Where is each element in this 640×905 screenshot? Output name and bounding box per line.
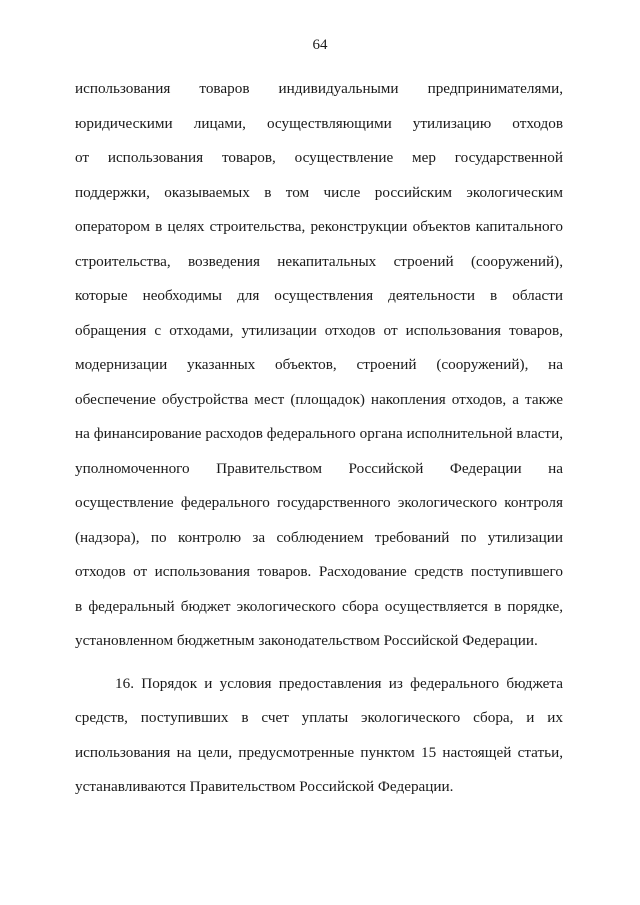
text-line: осуществление федерального государственного экологического контроля [75,494,563,511]
text-line: установленном бюджетным законодательством Российской Федерации. [75,632,538,649]
text-line: отходов от использования товаров. Расходование средств поступившего [75,563,563,580]
text-line: модернизации указанных объектов, строений (сооружений), на [75,356,563,373]
text-line: обеспечение обустройства мест (площадок) накопления отходов, а также [75,390,563,408]
paragraph-spacer [75,659,563,667]
page-number: 64 [312,37,328,53]
text-line: юридическими лицами, осуществляющими утилизацию отходов [75,114,563,132]
text-line: от использования товаров, осуществление мер государственной [75,149,563,166]
text-line: строительства, возведения некапитальных строений (сооружений), [75,252,563,270]
text-line: оператором в целях строительства, реконструкции объектов капитального [75,218,563,235]
document-body [75,72,563,805]
text-line: на финансирование расходов федерального органа исполнительной власти, [75,425,563,442]
text-line: использования на цели, предусмотренные пунктом 15 настоящей статьи, [75,743,563,761]
text-line: обращения с отходами, утилизации отходов от использования товаров, [75,321,563,339]
text-line: (надзора), по контролю за соблюдением требований по утилизации [75,528,563,546]
text-line: использования товаров индивидуальными предпринимателями, [75,80,563,97]
text-line: уполномоченного Правительством Российской Федерации на [75,459,563,477]
text-line: которые необходимы для осуществления деятельности в области [75,287,563,304]
text-line: поддержки, оказываемых в том числе российским экологическим [75,183,563,201]
text-line: в федеральный бюджет экологического сбора осуществляется в порядке, [75,597,563,615]
paragraph-16 [75,667,563,805]
paragraph-15-continuation [75,72,563,659]
text-line: средств, поступивших в счет уплаты экологического сбора, и их [75,709,563,726]
text-line: устанавливаются Правительством Российской Федерации. [75,778,454,795]
text-line: 16. Порядок и условия предоставления из федерального бюджета [115,674,563,692]
